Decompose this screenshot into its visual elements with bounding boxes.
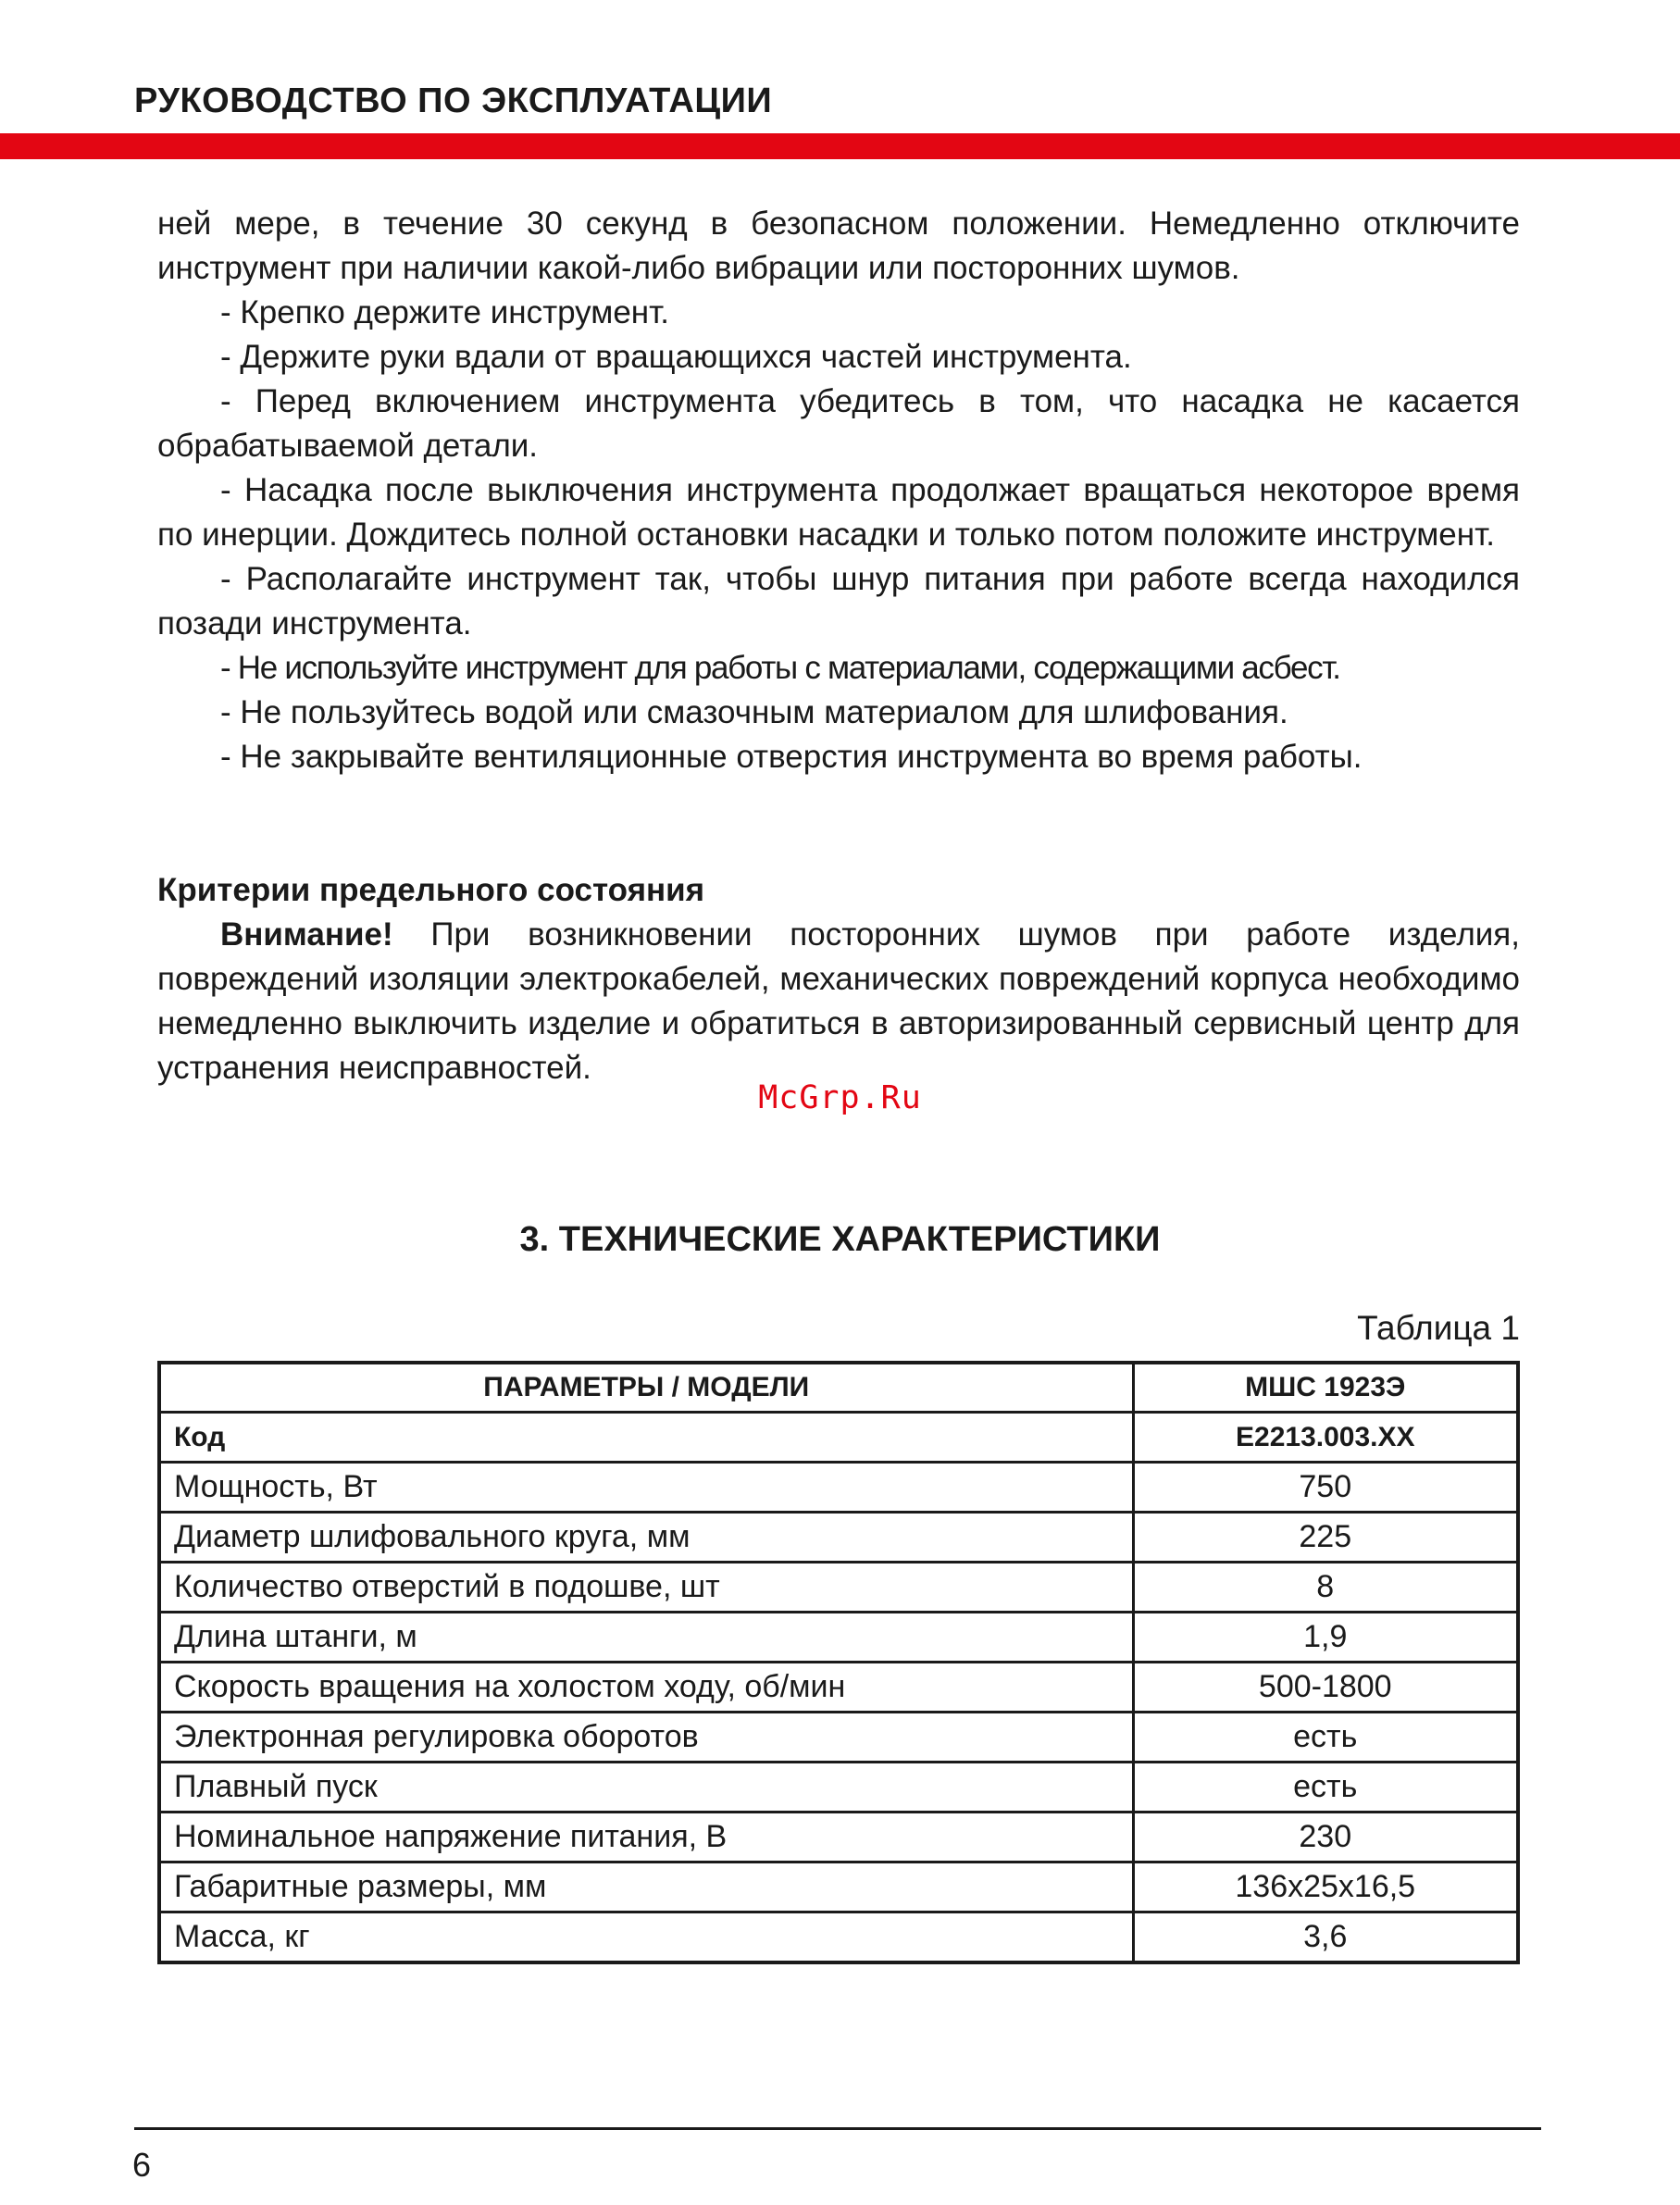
criteria-paragraph — [157, 913, 1520, 1090]
param-cell: Длина штанги, м — [159, 1613, 1133, 1663]
table-row — [159, 1563, 1518, 1613]
value-cell: 230 — [1133, 1813, 1518, 1862]
table-row — [159, 1813, 1518, 1862]
param-cell: Масса, кг — [159, 1912, 1133, 1963]
param-cell: Габаритные размеры, мм — [159, 1862, 1133, 1912]
table-row — [159, 1513, 1518, 1563]
bullet-hands-away: - Держите руки вдали от вращающихся частей инструмента. — [220, 339, 1132, 375]
value-cell: E2213.003.XX — [1133, 1413, 1518, 1463]
footer-divider — [134, 2127, 1541, 2130]
value-cell: 136x25x16,5 — [1133, 1862, 1518, 1912]
criteria-heading: Критерии предельного состояния — [157, 872, 705, 908]
limit-state-criteria — [157, 868, 1520, 1090]
param-cell: Скорость вращения на холостом ходу, об/мин — [159, 1663, 1133, 1713]
value-cell: 1,9 — [1133, 1613, 1518, 1663]
header-red-band — [0, 133, 1680, 159]
value-cell: 225 — [1133, 1513, 1518, 1563]
value-cell: 3,6 — [1133, 1912, 1518, 1963]
bullet-hold-tool: - Крепко держите инструмент. — [220, 294, 670, 330]
param-cell: Мощность, Вт — [159, 1463, 1133, 1513]
table-row — [159, 1463, 1518, 1513]
param-cell: Электронная регулировка оборотов — [159, 1713, 1133, 1763]
param-cell: Номинальное напряжение питания, В — [159, 1813, 1133, 1862]
table-row — [159, 1912, 1518, 1963]
header-parameters: ПАРАМЕТРЫ / МОДЕЛИ — [159, 1363, 1133, 1413]
table-row — [159, 1663, 1518, 1713]
section-title: 3. ТЕХНИЧЕСКИЕ ХАРАКТЕРИСТИКИ — [519, 1220, 1161, 1259]
table-row — [159, 1713, 1518, 1763]
table-row — [159, 1413, 1518, 1463]
bullet-power-cord: - Располагайте инструмент так, чтобы шнур питания при работе всегда находился позади инструмента. — [157, 561, 1520, 642]
value-cell: есть — [1133, 1713, 1518, 1763]
safety-instructions — [157, 202, 1520, 779]
param-cell: Количество отверстий в подошве, шт — [159, 1563, 1133, 1613]
table-row — [159, 1613, 1518, 1663]
param-cell: Код — [159, 1413, 1133, 1463]
table-row — [159, 1763, 1518, 1813]
param-cell: Диаметр шлифовального круга, мм — [159, 1513, 1133, 1563]
param-cell: Плавный пуск — [159, 1763, 1133, 1813]
table-caption: Таблица 1 — [1357, 1309, 1520, 1347]
table-header-row — [159, 1363, 1518, 1413]
specifications-table — [157, 1361, 1520, 1964]
bullet-before-start: - Перед включением инструмента убедитесь в том, что насадка не касается обрабатываемой детали. — [157, 383, 1520, 464]
bullet-ventilation: - Не закрывайте вентиляционные отверстия инструмента во время работы. — [220, 739, 1363, 775]
watermark: McGrp.Ru — [758, 1079, 922, 1116]
attention-label: Внимание! — [220, 916, 393, 953]
page-header-title: РУКОВОДСТВО ПО ЭКСПЛУАТАЦИИ — [134, 81, 773, 120]
value-cell: есть — [1133, 1763, 1518, 1813]
table-row — [159, 1862, 1518, 1912]
bullet-inertia: - Насадка после выключения инструмента продолжает вращаться некоторое время по инерции. Дождитесь полной остановки насадки и только потом положите инструмент. — [157, 472, 1520, 553]
value-cell: 8 — [1133, 1563, 1518, 1613]
paragraph-continuation: ней мере, в течение 30 секунд в безопасном положении. Немедленно отключите инструмент при наличии какой-либо вибрации или посторонних шумов. — [157, 206, 1520, 286]
value-cell: 750 — [1133, 1463, 1518, 1513]
page-number: 6 — [132, 2146, 152, 2184]
bullet-no-water: - Не пользуйтесь водой или смазочным материалом для шлифования. — [220, 694, 1288, 730]
header-model: МШС 1923Э — [1133, 1363, 1518, 1413]
value-cell: 500-1800 — [1133, 1663, 1518, 1713]
bullet-asbestos: - Не используйте инструмент для работы с материалами, содержащими асбест. — [220, 650, 1340, 686]
criteria-text: При возникновении посторонних шумов при работе изделия, повреждений изоляции электрокабелей, механических повреждений корпуса необходимо немедленно выключить изделие и обратиться в авторизированный сервисный центр для устранения неисправностей. — [157, 916, 1520, 1086]
